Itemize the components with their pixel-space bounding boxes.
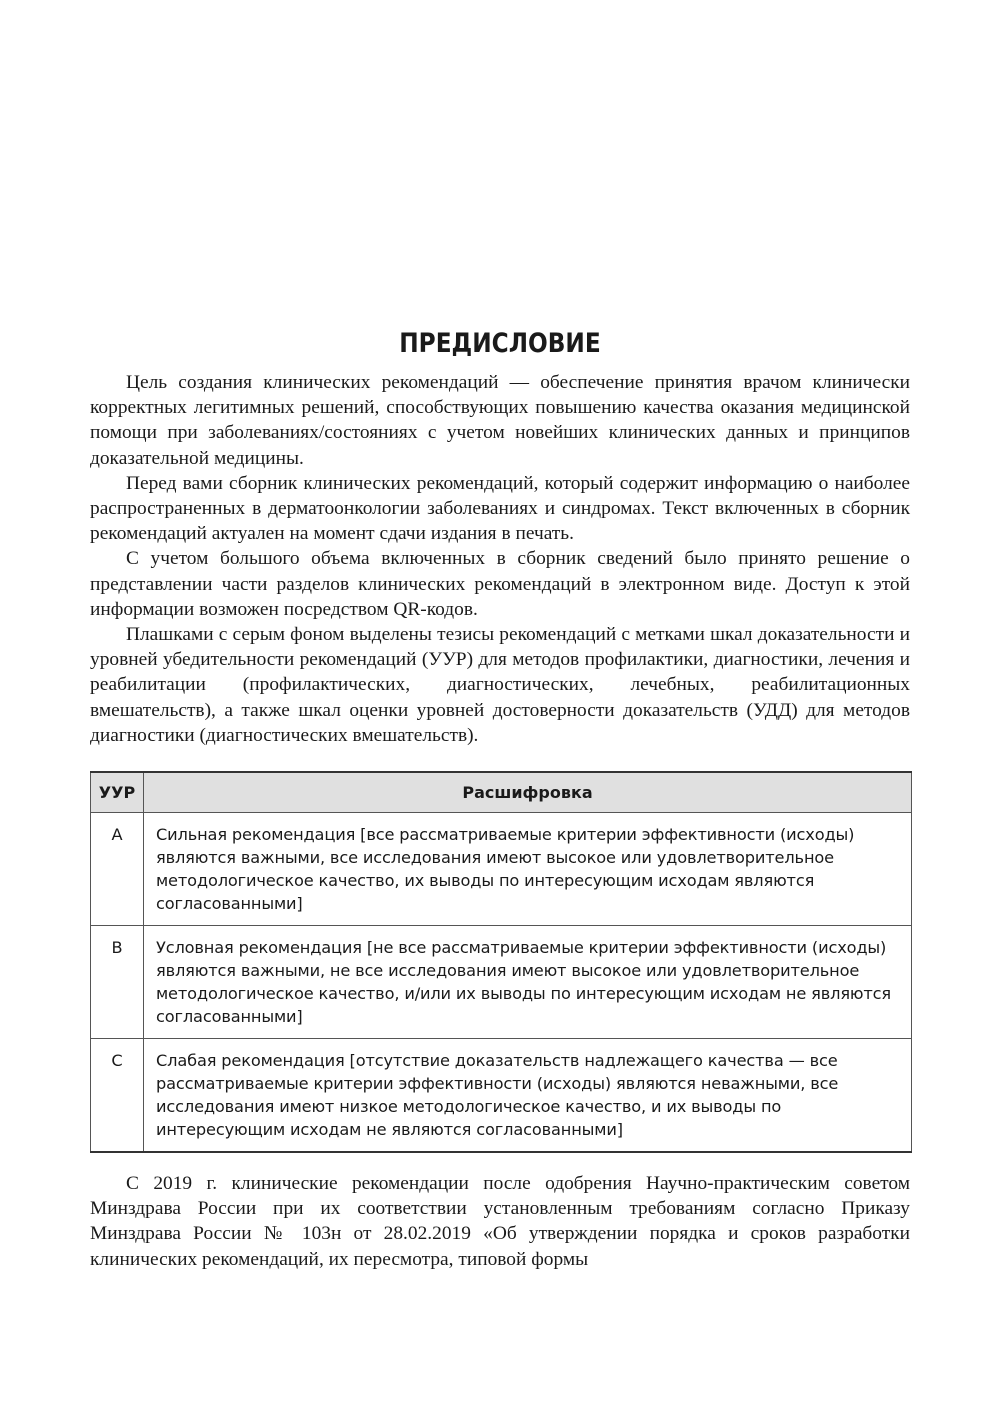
- column-header-uur: УУР: [91, 772, 144, 813]
- column-header-description: Расшифровка: [144, 772, 912, 813]
- page-title: ПРЕДИСЛОВИЕ: [399, 328, 601, 359]
- grade-cell: A: [91, 813, 144, 926]
- paragraph-grey-boxes: Плашками с серым фоном выделены тезисы рекомендаций с метками шкал доказательности и уровней убедительности рекомендаций (УУР) для методов профилактики, диагностики, лечения и реабилитации (профилактических, диагностических, лечебных, реабилитационных вмешательств), а также шкал оценки уровней достоверности доказательств (УДД) для методов диагностики (диагностических вмешательств).: [90, 624, 910, 746]
- grade-cell: C: [91, 1039, 144, 1153]
- uur-table: [90, 771, 912, 1153]
- table-row: [91, 1039, 912, 1153]
- paragraph-collection: Перед вами сборник клинических рекомендаций, который содержит информацию о наиболее распространенных в дерматоонкологии заболеваниях и синдромах. Текст включенных в сборник рекомендаций актуален на момент сдачи издания в печать.: [90, 472, 910, 545]
- paragraph-qr-codes: С учетом большого объема включенных в сборник сведений было принято решение о представлении части разделов клинических рекомендаций в электронном виде. Доступ к этой информации возможен посредством QR-кодов.: [90, 548, 910, 620]
- document-page: [90, 326, 910, 1272]
- table-header-row: [91, 772, 912, 813]
- table-row: [91, 926, 912, 1039]
- paragraph-2019-approval: С 2019 г. клинические рекомендации после одобрения Научно-практическим советом Минздрава России при их соответствии установленным требованиям согласно Приказу Минздрава России № 103н от 28.02.2019 «Об утверждении порядка и сроков разработки клинических рекомендаций, их пересмотра, типовой формы: [90, 1173, 910, 1270]
- table-row: [91, 813, 912, 926]
- description-cell: Сильная рекомендация [все рассматриваемые критерии эффективности (исходы) являются важными, все исследования имеют высокое или удовлетворительное методологическое качество, их выводы по интересующим исходам являются согласованными]: [144, 813, 912, 926]
- grade-cell: B: [91, 926, 144, 1039]
- description-cell: Слабая рекомендация [отсутствие доказательств надлежащего качества — все рассматриваемые критерии эффективности (исходы) являются неважными, все исследования имеют низкое методологическое качество, и их выводы по интересующим исходам не являются согласованными]: [144, 1039, 912, 1153]
- description-cell: Условная рекомендация [не все рассматриваемые критерии эффективности (исходы) являются важными, не все исследования имеют высокое или удовлетворительное методологическое качество, и/или их выводы по интересующим исходам не являются согласованными]: [144, 926, 912, 1039]
- paragraph-purpose: Цель создания клинических рекомендаций — обеспечение принятия врачом клинически корректных легитимных решений, способствующих повышению качества оказания медицинской помощи при заболеваниях/состояниях с учетом новейших клинических данных и принципов доказательной медицины.: [90, 372, 910, 469]
